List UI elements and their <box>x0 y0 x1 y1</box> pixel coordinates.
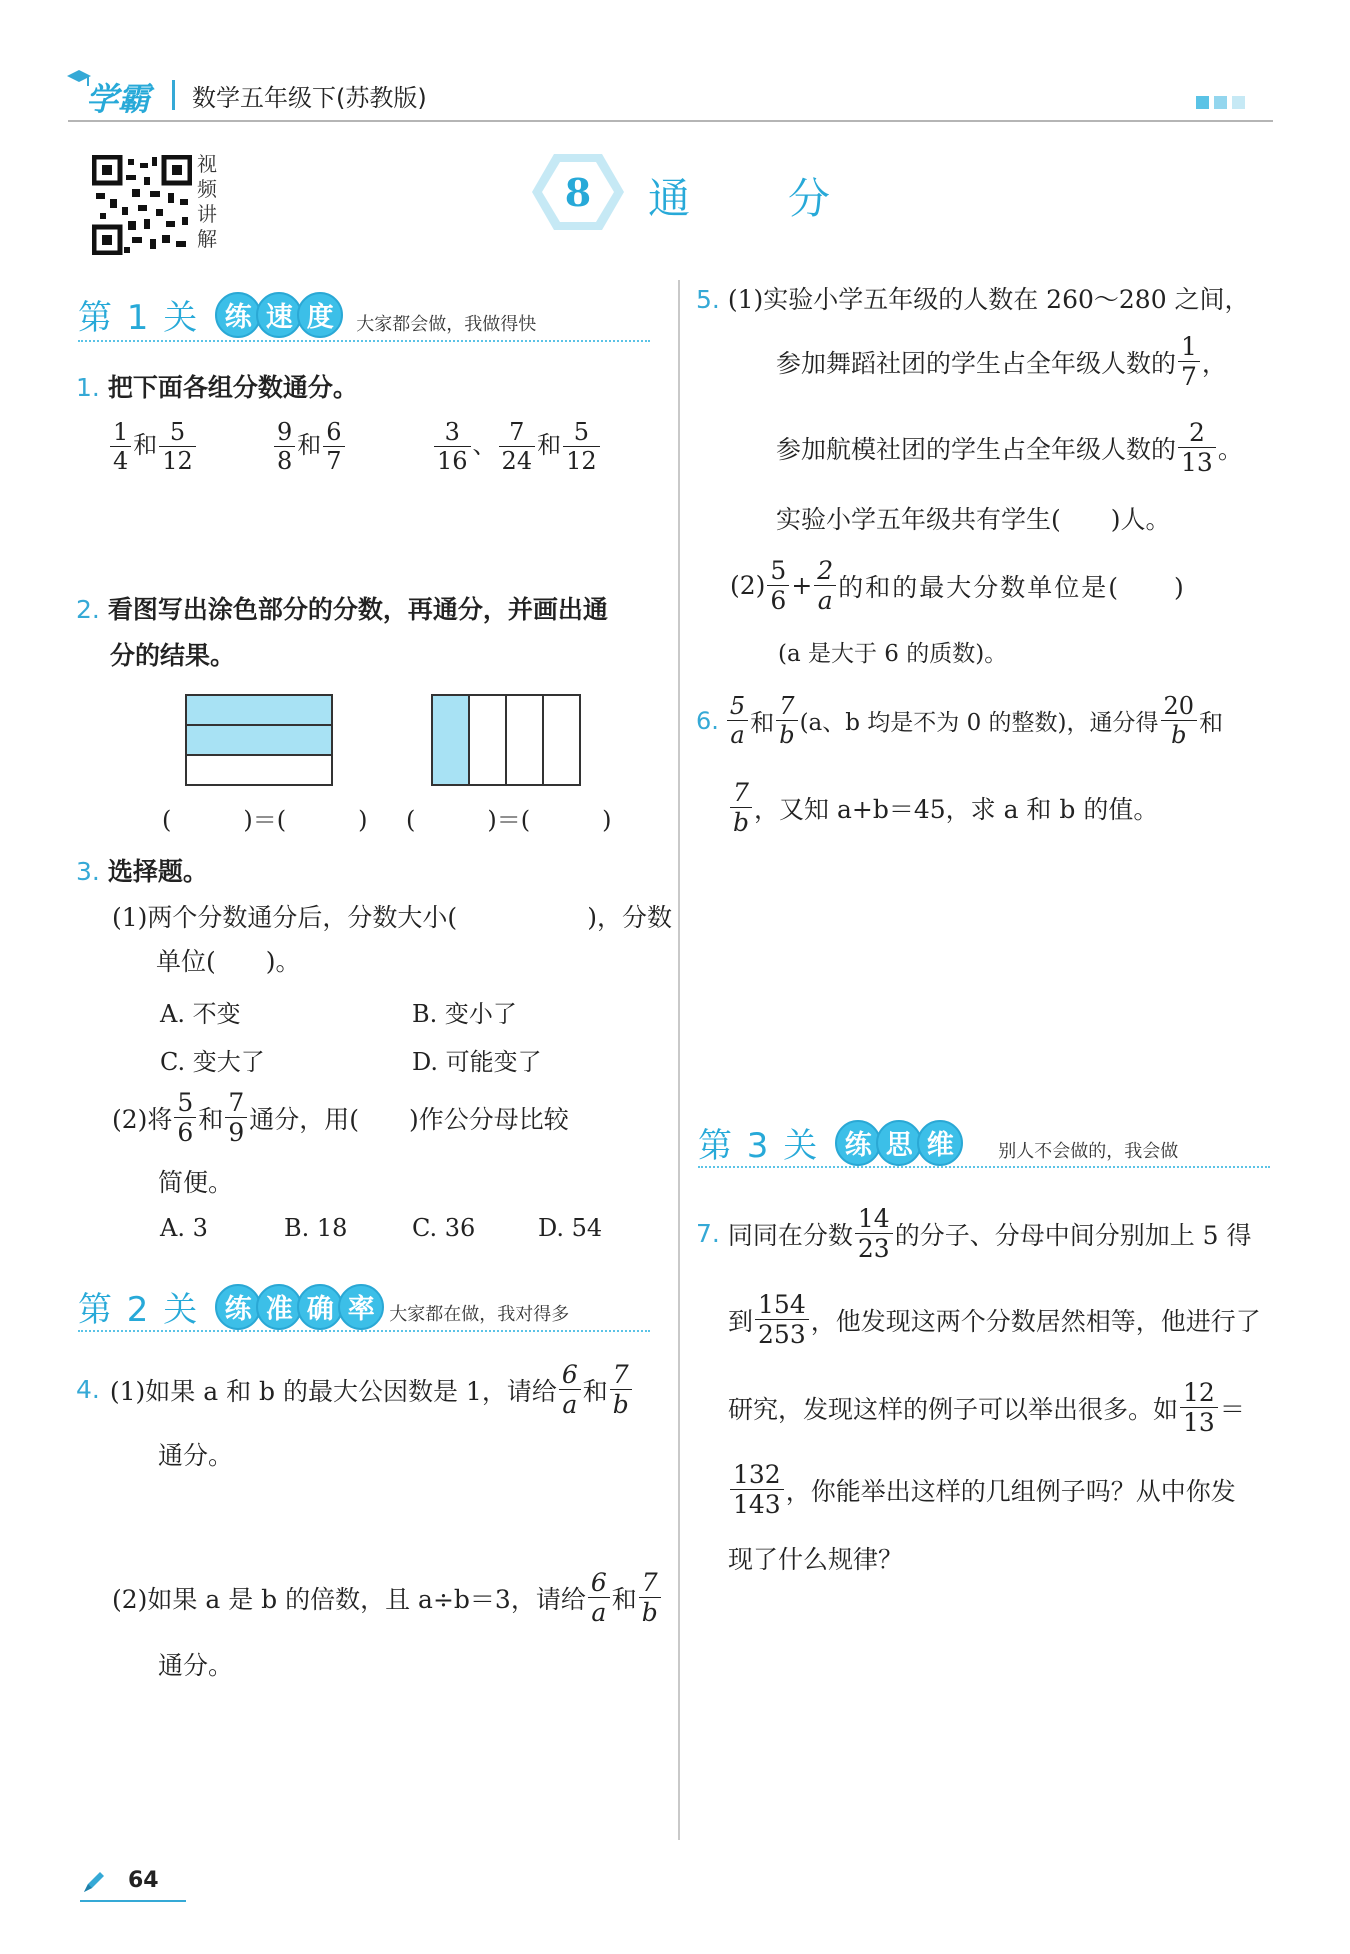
level-2-label: 第 2 关 <box>78 1290 200 1330</box>
level-2-char: 率 <box>338 1284 384 1330</box>
question-number: 6. <box>696 706 719 735</box>
q4-part1-cont: 通分。 <box>158 1441 234 1470</box>
q5-line3: 参加航模社团的学生占全年级人数的 2 13 。 <box>776 418 1243 477</box>
q3-part2: (2)将 5 6 和 7 9 通分，用( )作公分母比较 <box>112 1088 569 1147</box>
option[interactable]: C. 变大了 <box>160 1048 265 1076</box>
question-number: 1. <box>76 373 100 402</box>
option[interactable]: B. 18 <box>284 1214 348 1242</box>
level-1-char: 速 <box>256 292 302 338</box>
option[interactable]: A. 3 <box>160 1214 208 1242</box>
q7-line1: 7. 同同在分数 14 23 的分子、分母中间分别加上 5 得 <box>696 1204 1252 1263</box>
question-text: 把下面各组分数通分。 <box>107 373 358 402</box>
q2-answer-1: ( )＝( ) <box>162 806 368 834</box>
page-number: 64 <box>128 1868 159 1893</box>
question-text: 看图写出涂色部分的分数，再通分，并画出通 <box>107 595 608 624</box>
q3-part2-cont: 简便。 <box>158 1168 234 1197</box>
q3-options-2 <box>160 1214 602 1242</box>
q6-line1: 6. 5 a 和 7 b (a、b 均是不为 0 的整数)，通分得 20 b 和 <box>696 692 1224 749</box>
q7-line2: 到 154 253 ，他发现这两个分数居然相等，他进行了 <box>728 1290 1261 1349</box>
header-divider <box>172 80 175 110</box>
q3-options-1 <box>160 990 630 1086</box>
question-1 <box>76 368 358 408</box>
question-number: 3. <box>76 857 100 886</box>
option[interactable]: A. 不变 <box>160 1000 241 1028</box>
book-subtitle: 数学五年级下(苏教版) <box>192 84 427 112</box>
level-3-header <box>698 1118 1178 1167</box>
q2-figure-1 <box>185 694 333 786</box>
qr-code[interactable] <box>92 155 192 255</box>
q5-line5: (2) 5 6 + $\frac{2}{a}$ 的和的最大分数单位是( ) <box>730 556 1186 615</box>
header <box>68 72 1273 122</box>
level-3-char: 思 <box>876 1120 922 1166</box>
header-rule <box>68 120 1273 122</box>
question-text: 选择题。 <box>107 857 208 886</box>
q2-figure-2 <box>431 694 581 786</box>
q7-line5: 现了什么规律？ <box>728 1545 904 1574</box>
q4-part2-cont: 通分。 <box>158 1651 234 1680</box>
option[interactable]: C. 36 <box>412 1214 476 1242</box>
q3-part1: (1)两个分数通分后，分数大小( )，分数 单位( )。 <box>112 903 672 976</box>
option[interactable]: B. 变小了 <box>412 1000 517 1028</box>
q7-line3: 研究，发现这样的例子可以举出很多。如 12 13 ＝ <box>728 1378 1245 1437</box>
q6-line2: 7 b ，又知 a+b＝45，求 a 和 b 的值。 <box>728 780 1158 835</box>
q7-line4: 132 143 ，你能举出这样的几组例子吗？从中你发 <box>728 1462 1236 1517</box>
level-1-char: 度 <box>297 292 343 338</box>
q1-group-2: $\frac{9}{8}$ 和 $\frac{6}{7}$ <box>272 420 347 473</box>
level-1-label: 第 1 关 <box>78 298 200 338</box>
level-2-char: 准 <box>256 1284 302 1330</box>
level-2-header <box>78 1282 569 1331</box>
logo: 学霸 <box>86 80 151 118</box>
level-1-char: 练 <box>215 292 261 338</box>
level-3-char: 练 <box>835 1120 881 1166</box>
lesson-number: 8 <box>564 170 592 215</box>
q4-part2: (2)如果 a 是 b 的倍数，且 a÷b＝3，请给 6 a 和 7 b <box>112 1570 682 1625</box>
q1-group-1: $\frac{1}{4}$ 和 $\frac{5}{12}$ <box>108 420 198 473</box>
question-number: 5. <box>696 285 720 314</box>
question-number: 4. <box>76 1375 100 1404</box>
header-squares <box>1196 96 1245 109</box>
lesson-title-1: 通 <box>648 174 691 223</box>
option[interactable]: D. 54 <box>538 1214 603 1242</box>
level-1-underline <box>78 340 650 342</box>
level-3-tagline: 别人不会做的，我会做 <box>998 1140 1179 1162</box>
question-3 <box>76 852 208 892</box>
level-3-underline <box>698 1166 1270 1168</box>
lesson-title-2: 分 <box>788 174 831 223</box>
q5-line4: 实验小学五年级共有学生( )人。 <box>776 505 1171 534</box>
question-2 <box>76 590 676 676</box>
level-2-underline <box>78 1330 650 1332</box>
question-number: 7. <box>696 1219 720 1248</box>
level-1-header <box>78 290 536 339</box>
level-2-char: 确 <box>297 1284 343 1330</box>
q2-answer-2: ( )＝( ) <box>406 806 612 834</box>
footer-rule <box>80 1900 186 1902</box>
q5-line2: 参加舞蹈社团的学生占全年级人数的 1 7 ， <box>776 332 1227 391</box>
pencil-icon <box>80 1868 108 1896</box>
option[interactable]: D. 可能变了 <box>412 1048 542 1076</box>
level-2-tagline: 大家都在做，我对得多 <box>389 1303 570 1325</box>
q5-line6: (a 是大于 6 的质数)。 <box>778 641 1008 667</box>
question-number: 2. <box>76 595 100 624</box>
level-3-char: 维 <box>917 1120 963 1166</box>
q4-part1: 4. (1)如果 a 和 b 的最大公因数是 1，请给 6 a 和 7 b <box>76 1362 676 1417</box>
lesson-badge <box>530 152 626 232</box>
question-text-cont: 分的结果。 <box>110 641 236 670</box>
qr-label: 视 频 讲 解 <box>197 152 217 251</box>
level-3-label: 第 3 关 <box>698 1126 820 1166</box>
q1-group-3: $\frac{3}{16}$ 、 $\frac{7}{24}$ 和 $\frac{5}{12}$ <box>432 420 602 473</box>
level-2-char: 练 <box>215 1284 261 1330</box>
level-1-tagline: 大家都会做，我做得快 <box>356 313 537 335</box>
q5-line1: 5. (1)实验小学五年级的人数在 260～280 之间， <box>696 285 1250 314</box>
